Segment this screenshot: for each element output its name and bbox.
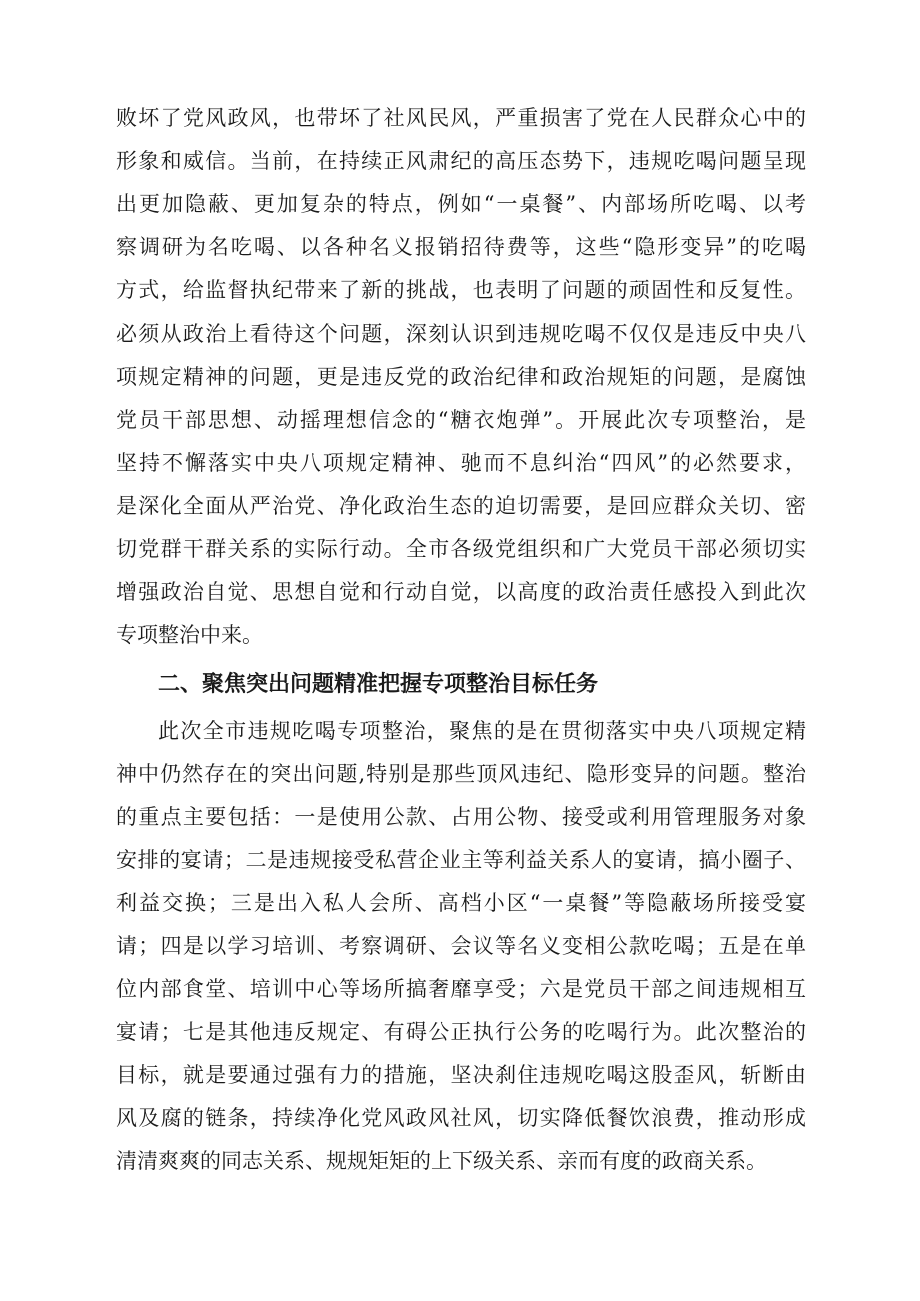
text-line: 察调研为名吃喝、以各种名义报销招待费等，这些“隐形变异”的吃喝 — [116, 235, 806, 259]
text-line: 出更加隐蔽、更加复杂的特点，例如“一桌餐”、内部场所吃喝、以考 — [116, 192, 806, 216]
text-line: 清清爽爽的同志关系、规规矩矩的上下级关系、亲而有度的政商关系。 — [116, 1149, 767, 1173]
text-line: 此次全市违规吃喝专项整治，聚焦的是在贯彻落实中央八项规定精 — [158, 719, 806, 743]
text-line: 坚持不懈落实中央八项规定精神、驰而不息纠治“四风”的必然要求， — [116, 451, 806, 475]
text-line: 利益交换；三是出入私人会所、高档小区“一桌餐”等隐蔽场所接受宴 — [116, 891, 806, 915]
text-line: 宴请；七是其他违反规定、有碍公正执行公务的吃喝行为。此次整治的 — [116, 1020, 806, 1044]
text-line: 位内部食堂、培训中心等场所搞奢靡享受；六是党员干部之间违规相互 — [116, 977, 806, 1001]
text-line: 风及腐的链条，持续净化党风政风社风，切实降低餐饮浪费，推动形成 — [116, 1106, 806, 1130]
text-line: 党员干部思想、动摇理想信念的“糖衣炮弹”。开展此次专项整治，是 — [116, 408, 806, 432]
text-line: 败坏了党风政风，也带坏了社风民风，严重损害了党在人民群众心中的 — [116, 106, 806, 130]
text-line: 是深化全面从严治党、净化政治生态的迫切需要，是回应群众关切、密 — [116, 494, 806, 518]
text-line: 目标，就是要通过强有力的措施，坚决刹住违规吃喝这股歪风，斩断由 — [116, 1063, 806, 1087]
section-heading: 二、聚焦突出问题精准把握专项整治目标任务 — [158, 672, 599, 697]
text-line: 切党群干群关系的实际行动。全市各级党组织和广大党员干部必须切实 — [116, 537, 806, 561]
text-line: 专项整治中来。 — [116, 623, 263, 647]
text-line: 增强政治自觉、思想自觉和行动自觉，以高度的政治责任感投入到此次 — [116, 580, 806, 604]
text-line: 项规定精神的问题，更是违反党的政治纪律和政治规矩的问题，是腐蚀 — [116, 365, 806, 389]
text-line: 请；四是以学习培训、考察调研、会议等名义变相公款吃喝；五是在单 — [116, 934, 806, 958]
text-line: 形象和威信。当前，在持续正风肃纪的高压态势下，违规吃喝问题呈现 — [116, 149, 806, 173]
text-line: 必须从政治上看待这个问题，深刻认识到违规吃喝不仅仅是违反中央八 — [116, 322, 806, 346]
text-line: 方式，给监督执纪带来了新的挑战，也表明了问题的顽固性和反复性。 — [116, 278, 806, 302]
text-line: 安排的宴请；二是违规接受私营企业主等利益关系人的宴请，搞小圈子、 — [116, 848, 806, 872]
text-line: 的重点主要包括：一是使用公款、占用公物、接受或利用管理服务对象 — [116, 805, 806, 829]
text-line: 神中仍然存在的突出问题,特别是那些顶风违纪、隐形变异的问题。整治 — [116, 762, 806, 786]
